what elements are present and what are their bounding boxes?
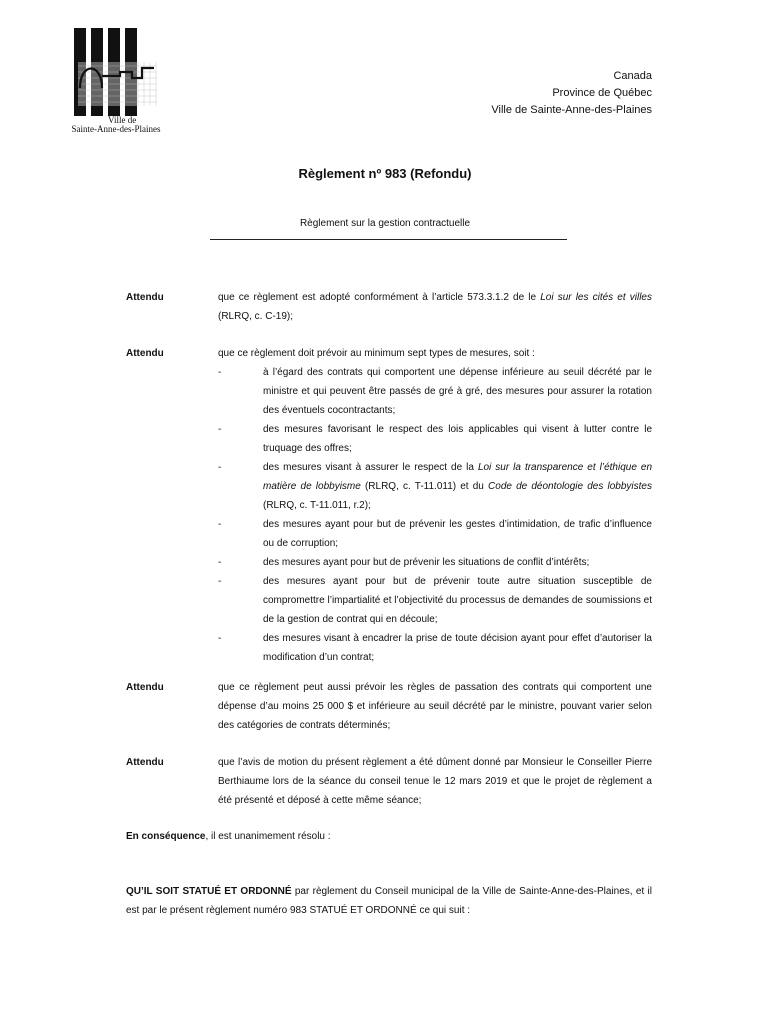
statue-bold: QU’IL SOIT STATUÉ ET ORDONNÉ bbox=[126, 886, 292, 897]
header-country: Canada bbox=[613, 70, 652, 82]
measure-item bbox=[218, 572, 652, 629]
title-divider bbox=[210, 239, 567, 240]
measure-text-b: (RLRQ, c. T-11.011) et du bbox=[360, 481, 489, 492]
attendu-label-4: Attendu bbox=[126, 757, 164, 768]
attendu-4-text: que l’avis de motion du présent règlement a été dûment donné par Monsieur le Conseiller Pierre Berthiaume lors de la séance du conseil tenue le 12 mars 2019 et que le projet de règlement a été présenté et déposé à cette même séance; bbox=[218, 757, 652, 806]
document-subtitle: Règlement sur la gestion contractuelle bbox=[299, 218, 471, 229]
measure-dash: - bbox=[218, 462, 222, 473]
attendu-label-1: Attendu bbox=[126, 292, 164, 303]
measure-dash: - bbox=[218, 557, 222, 568]
measure-text: des mesures ayant pour but de prévenir toute autre situation susceptible de compromettre l’impartialité et l’objectivité du processus de demandes de soumissions et de la gestion de contrat qui en découle; bbox=[263, 576, 652, 625]
attendu-1-part-b: (RLRQ, c. C-19); bbox=[218, 311, 294, 322]
attendu-1-part-a: que ce règlement est adopté conformément à l’article 573.3.1.2 de le bbox=[218, 292, 541, 303]
attendu-text-2 bbox=[218, 344, 652, 667]
measure-dash: - bbox=[218, 424, 222, 435]
consequence-paragraph bbox=[126, 827, 652, 846]
document-header bbox=[491, 68, 652, 119]
measure-text: des mesures ayant pour but de prévenir les gestes d’intimidation, de trafic d’influence ou de corruption; bbox=[263, 519, 652, 549]
consequence-text: , il est unanimement résolu : bbox=[205, 831, 331, 842]
measure-item bbox=[218, 629, 652, 667]
measure-text-a: des mesures visant à assurer le respect de la bbox=[263, 462, 478, 473]
measure-text: à l’égard des contrats qui comportent une dépense inférieure au seuil décrété par le ministre et qui peuvent être passés de gré à gré, des mesures pour assurer la rotation des éventuels cocontractants; bbox=[263, 367, 652, 416]
measure-item bbox=[218, 553, 652, 572]
measure-item bbox=[218, 420, 652, 458]
attendu-text-4 bbox=[218, 753, 652, 810]
measure-item bbox=[218, 458, 652, 515]
measure-item bbox=[218, 515, 652, 553]
attendu-label-2: Attendu bbox=[126, 348, 164, 359]
header-province: Province de Québec bbox=[552, 87, 652, 99]
measure-item bbox=[218, 363, 652, 420]
statue-paragraph bbox=[126, 882, 652, 920]
attendu-text-1 bbox=[218, 288, 652, 326]
attendu-label-3: Attendu bbox=[126, 682, 164, 693]
logo-caption bbox=[66, 116, 166, 134]
measure-text: des mesures favorisant le respect des lois applicables qui visent à lutter contre le truquage des offres; bbox=[263, 424, 652, 454]
attendu-1-law-name: Loi sur les cités et villes bbox=[540, 292, 652, 303]
logo-caption-line2: Sainte-Anne-des-Plaines bbox=[71, 124, 161, 134]
measure-text: des mesures visant à encadrer la prise de toute décision ayant pour effet d’autoriser la modification d’un contrat; bbox=[263, 633, 652, 663]
document-title: Règlement nº 983 (Refondu) bbox=[298, 166, 472, 181]
attendu-3-text: que ce règlement peut aussi prévoir les règles de passation des contrats qui comportent une dépense d’au moins 25 000 $ et inférieure au seuil décrété par le ministre, pouvant varier selon des catégories de contrats déterminés; bbox=[218, 682, 652, 731]
consequence-bold: En conséquence bbox=[126, 831, 206, 842]
measure-text: des mesures ayant pour but de prévenir les situations de conflit d’intérêts; bbox=[263, 557, 590, 568]
measure-dash: - bbox=[218, 367, 222, 378]
measure-code-name: Code de déontologie des lobbyistes bbox=[488, 481, 652, 492]
statue-text: par règlement du Conseil municipal de la Ville de Sainte-Anne-des-Plaines, et il est par le présent règlement numéro 983 STATUÉ ET ORDONNÉ ce qui suit : bbox=[126, 886, 652, 916]
measure-dash: - bbox=[218, 519, 222, 530]
attendu-text-3 bbox=[218, 678, 652, 735]
measure-dash: - bbox=[218, 633, 222, 644]
header-city: Ville de Sainte-Anne-des-Plaines bbox=[491, 104, 652, 116]
attendu-2-intro: que ce règlement doit prévoir au minimum sept types de mesures, soit : bbox=[218, 348, 535, 359]
measure-law-name: Loi sur la transparence et l’éthique en matière de lobbyisme bbox=[263, 462, 653, 492]
measure-text-c: (RLRQ, c. T-11.011, r.2); bbox=[263, 500, 371, 511]
measure-dash: - bbox=[218, 576, 222, 587]
logo-caption-line1: Ville de bbox=[108, 115, 137, 125]
